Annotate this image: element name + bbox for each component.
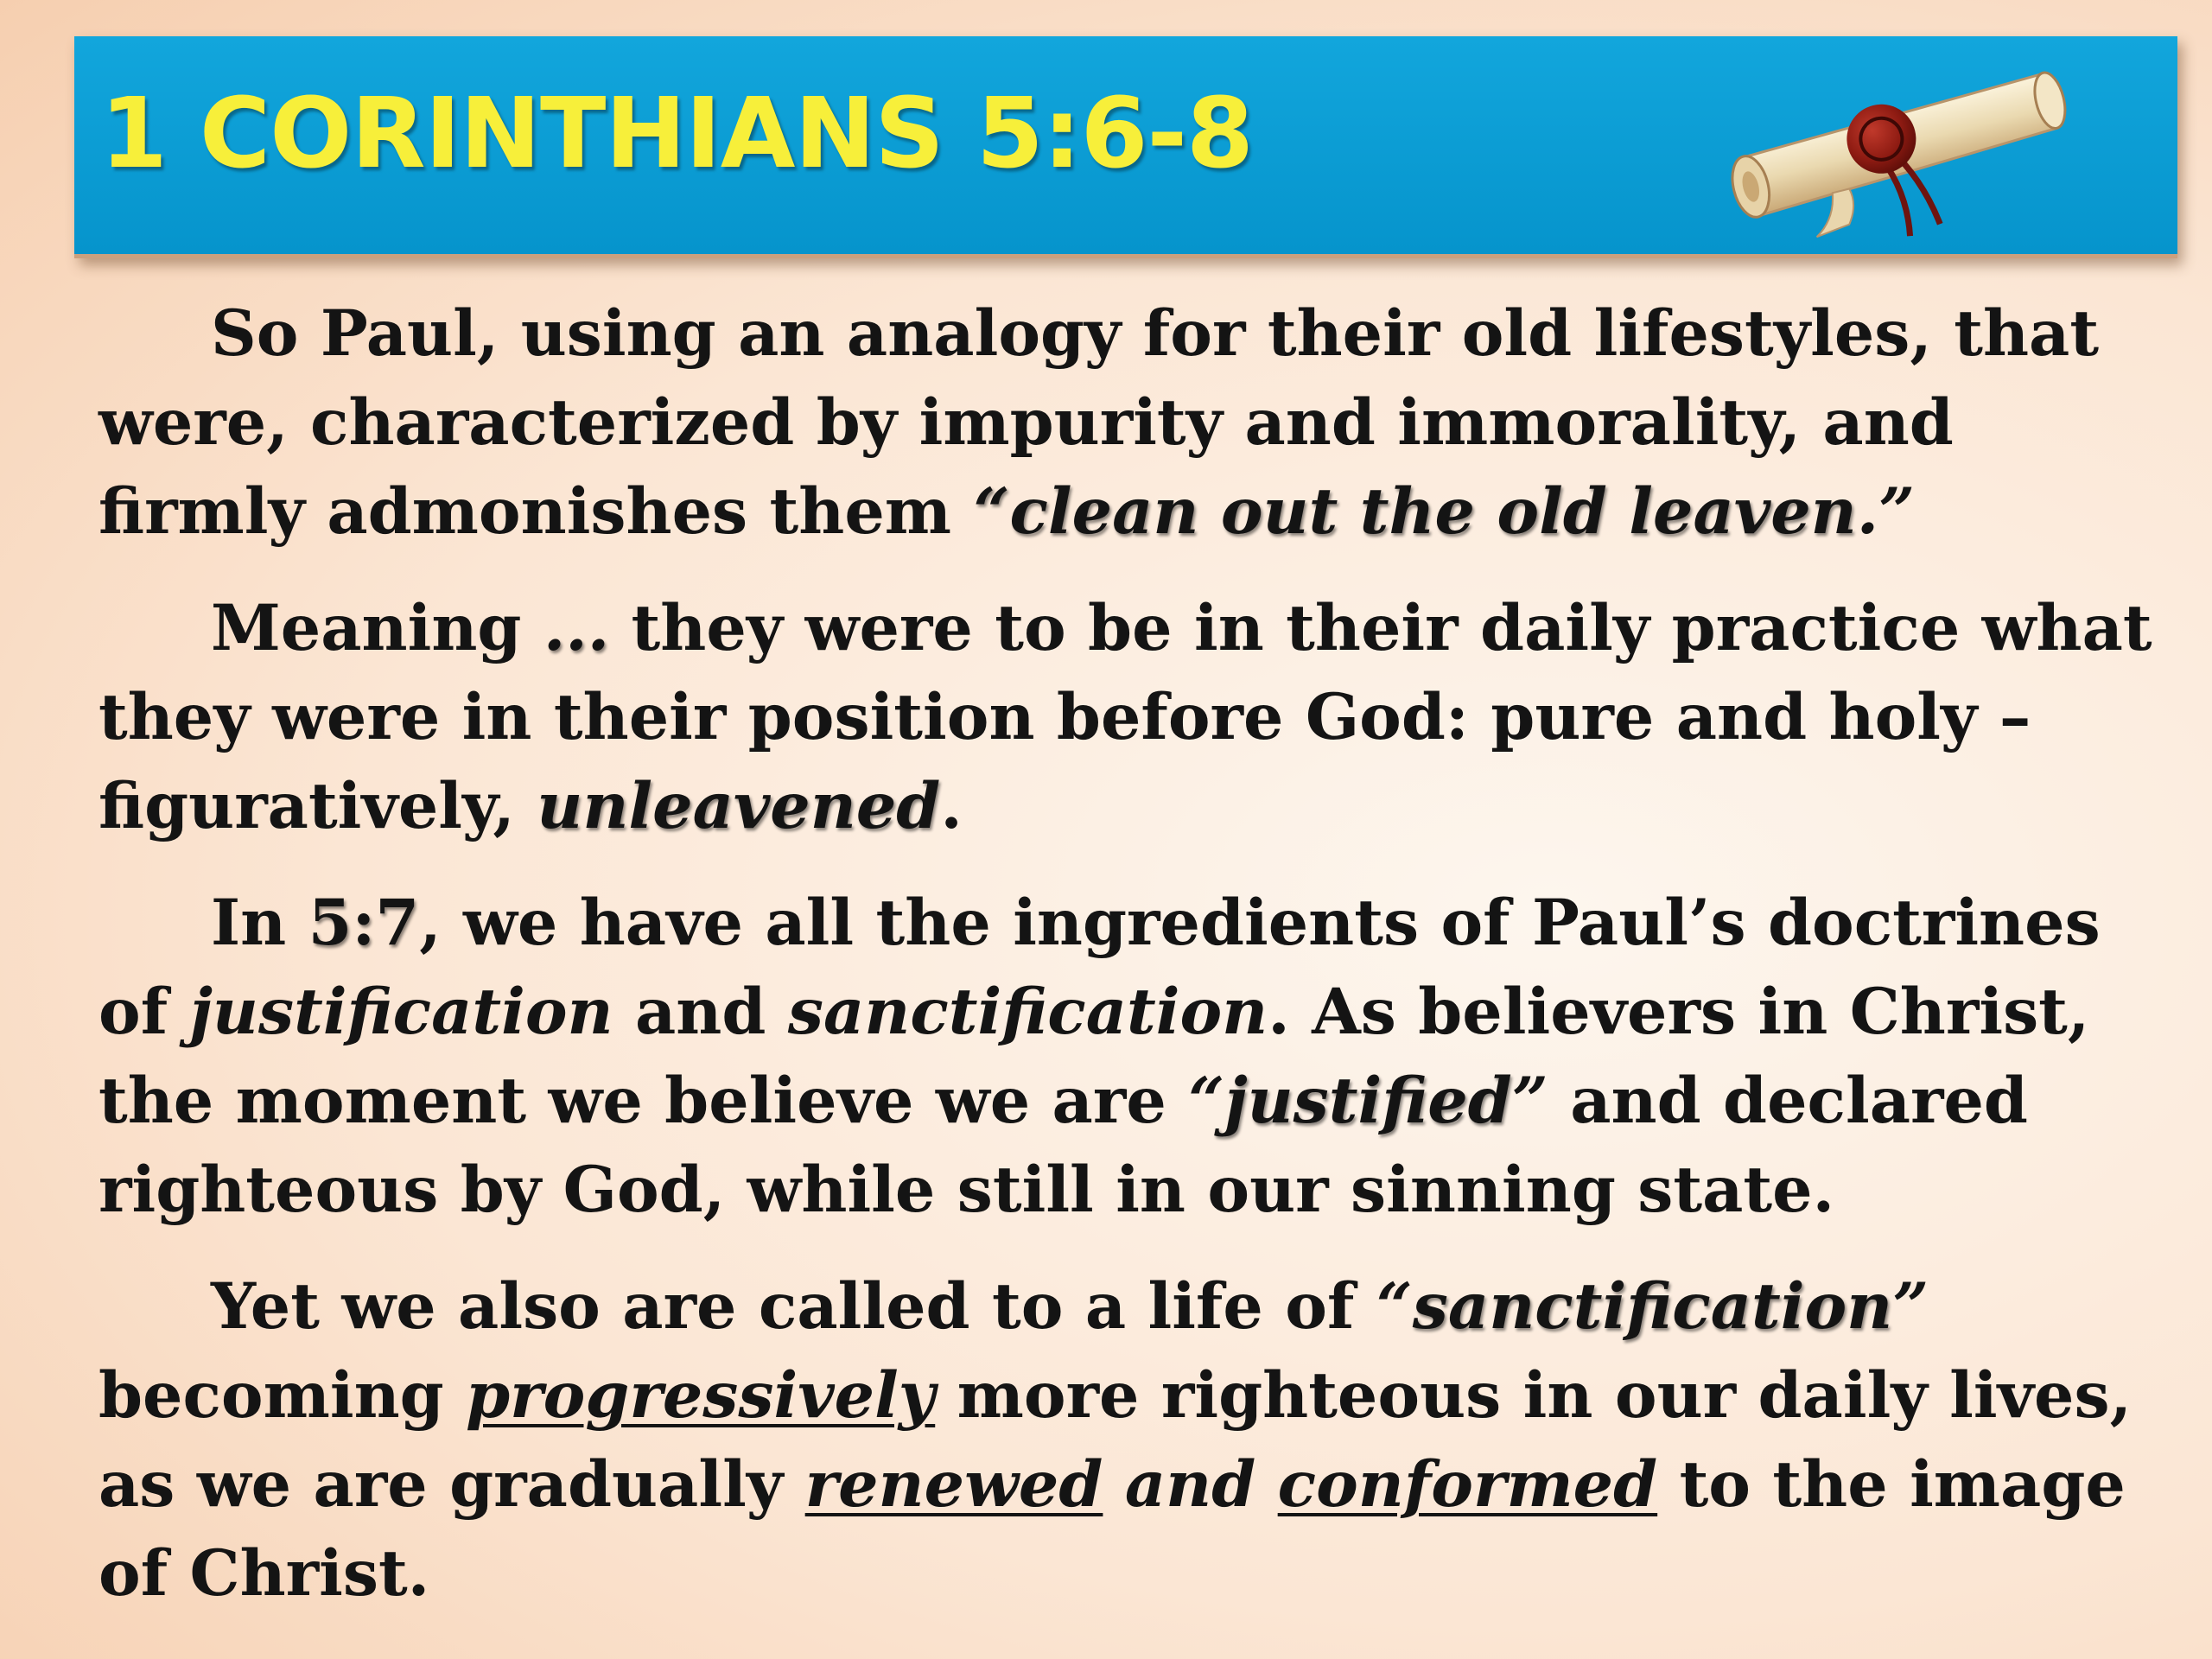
paragraph-4-text-2: more righteous in our daily lives, as we are gradually [99,1358,2132,1522]
term-sanctification: sanctification [787,975,1268,1049]
paragraph-2 [99,584,2155,851]
underlined-progressively: progressively [466,1358,936,1433]
emphasis-justified: justified [1224,1064,1512,1138]
open-quote: “ [1188,1064,1225,1138]
open-quote: “ [973,474,1010,549]
paragraph-2-lead: Meaning [211,591,543,665]
paragraph-1 [99,289,2155,556]
paragraph-2-end: . [940,769,963,843]
paragraph-1-text: So Paul, using an analogy for their old lifestyles, that were, characterized by impurity and immorality, and firmly admonishes them [99,296,2100,549]
close-quote: ” [1892,1269,1929,1344]
underlined-conformed: conformed [1277,1447,1658,1522]
paragraph-3-and: and [613,975,788,1049]
open-quote: “ [1376,1269,1413,1344]
paragraph-4-lead: Yet we also are called to a life of [211,1269,1376,1344]
ellipsis: ... [543,591,610,665]
slide-title: 1 CORINTHIANS 5:6-8 [100,78,1253,190]
paragraph-4-text-3: to the image of Christ. [99,1447,2126,1611]
underlined-renewed: renewed [804,1447,1103,1522]
paragraph-3-text-1: , we have all the ingredients of Paul’s doctrines of [99,886,2101,1049]
paragraph-3-text-2: . As believers in Christ, the moment we believe we are [99,975,2090,1138]
verse-reference: 5:7 [308,886,420,960]
scroll-icon [1694,17,2091,251]
emphasis-sanctification: sanctification [1412,1269,1893,1344]
close-quote: ” [1511,1064,1548,1138]
paragraph-2-text: they were to be in their daily practice what they were in their position before God: pure and holy – figuratively, [99,591,2152,843]
paragraph-3-lead: In [211,886,308,960]
term-justification: justification [189,975,613,1049]
paragraph-4 [99,1262,2155,1618]
paragraph-4-text-1: becoming [99,1358,467,1433]
paragraph-3 [99,879,2155,1235]
paragraph-3-text-3: and declared righteous by God, while still in our sinning state. [99,1064,2028,1227]
emphasis-unleavened: unleavened [537,769,941,843]
closing-punctuation: .” [1856,474,1916,549]
emphasis-clean-out: clean out the old leaven [1009,474,1857,549]
paragraph-4-and: and [1103,1447,1278,1522]
slide-body [99,289,2155,1646]
